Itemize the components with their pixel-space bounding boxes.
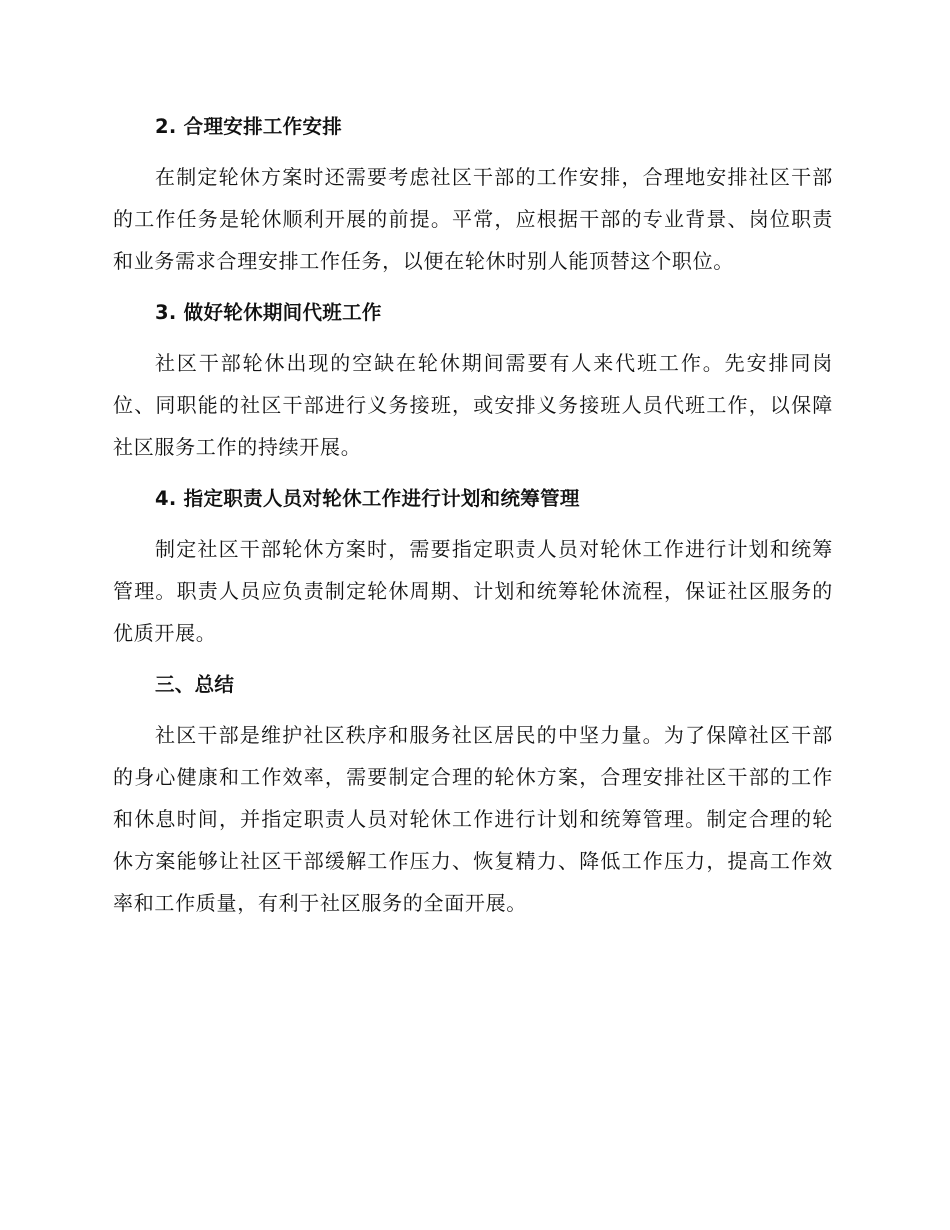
section-heading-arrange-work: 2. 合理安排工作安排 <box>155 115 343 138</box>
section-paragraph-substitute-duty: 社区干部轮休出现的空缺在轮休期间需要有人来代班工作。先安排同岗位、同职能的社区干部进行义务接班，或安排义务接班人员代班工作，以保障社区服务工作的持续开展。 <box>113 351 833 459</box>
document-body <box>113 106 833 934</box>
section-paragraph-summary: 社区干部是维护社区秩序和服务社区居民的中坚力量。为了保障社区干部的身心健康和工作效率，需要制定合理的轮休方案，合理安排社区干部的工作和休息时间，并指定职责人员对轮休工作进行计划和统筹管理。制定合理的轮休方案能够让社区干部缓解工作压力、恢复精力、降低工作压力，提高工作效率和工作质量，有利于社区服务的全面开展。 <box>113 723 833 915</box>
section-heading-responsible-staff: 4. 指定职责人员对轮休工作进行计划和统筹管理 <box>155 487 580 510</box>
section-heading-summary: 三、总结 <box>155 673 235 696</box>
section-paragraph-responsible-staff: 制定社区干部轮休方案时，需要指定职责人员对轮休工作进行计划和统筹管理。职责人员应负责制定轮休周期、计划和统筹轮休流程，保证社区服务的优质开展。 <box>113 537 833 645</box>
section-paragraph-arrange-work: 在制定轮休方案时还需要考虑社区干部的工作安排，合理地安排社区干部的工作任务是轮休顺利开展的前提。平常，应根据干部的专业背景、岗位职责和业务需求合理安排工作任务，以便在轮休时别人能顶替这个职位。 <box>113 165 833 273</box>
section-heading-substitute-duty: 3. 做好轮休期间代班工作 <box>155 301 382 324</box>
